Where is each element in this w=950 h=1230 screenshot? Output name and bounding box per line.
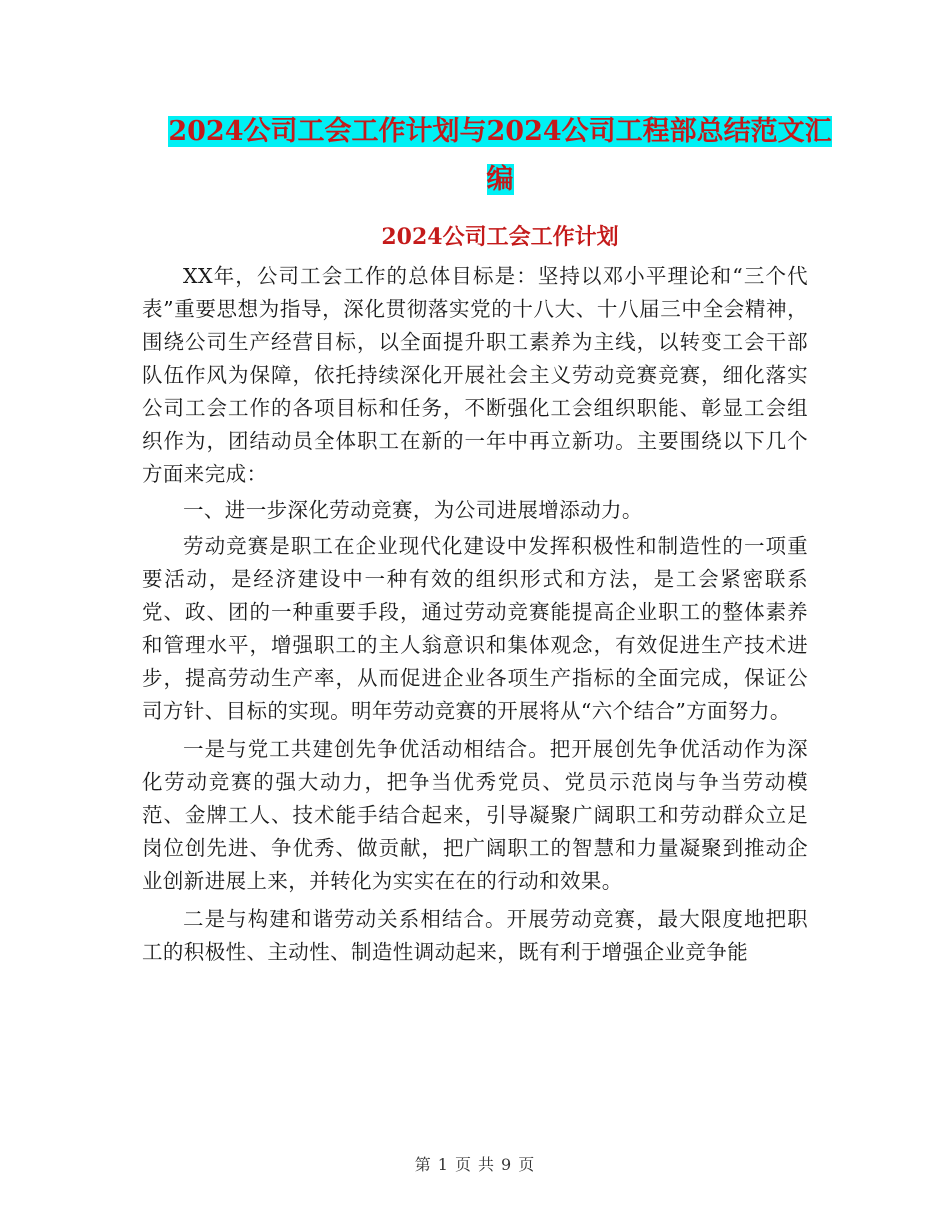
paragraph-point-1: 一是与党工共建创先争优活动相结合。把开展创先争优活动作为深化劳动竞赛的强大动力，把争当优秀党员、党员示范岗与争当劳动模范、金牌工人、技术能手结合起来，引导凝聚广阔职工和劳动群众立足岗位创先进、争优秀、做贡献，把广阔职工的智慧和力量凝聚到推动企业创新进展上来，并转化为实实在在的行动和效果。 (142, 737, 808, 893)
footer-total-pages: 9 (501, 1155, 513, 1174)
footer-page-number: 1 (437, 1155, 449, 1174)
page-footer (0, 1152, 950, 1175)
paragraph-heading-1: 一、进一步深化劳动竞赛，为公司进展增添动力。 (183, 498, 643, 522)
title-line-2: 编 (486, 164, 514, 195)
title-line-1: 2024公司工会工作计划与2024公司工程部总结范文汇 (168, 116, 832, 147)
paragraph-point-2: 二是与构建和谐劳动关系相结合。开展劳动竞赛，最大限度地把职工的积极性、主动性、制造性调动起来，既有利于增强企业竞争能 (142, 907, 808, 964)
section-title: 2024公司工会工作计划 (381, 224, 619, 250)
document-title (140, 108, 860, 204)
paragraph-competition: 劳动竞赛是职工在企业现代化建设中发挥积极性和制造性的一项重要活动，是经济建设中一种有效的组织形式和方法，是工会紧密联系党、政、团的一种重要手段，通过劳动竞赛能提高企业职工的整体素养和管理水平，增强职工的主人翁意识和集体观念，有效促进生产技术进步，提高劳动生产率，从而促进企业各项生产指标的全面完成，保证公司方针、目标的实现。明年劳动竞赛的开展将从“六个结合”方面努力。 (142, 534, 808, 723)
document-body (142, 260, 808, 969)
footer-prefix: 第 (414, 1155, 432, 1174)
paragraph-intro: XX年，公司工会工作的总体目标是：坚持以邓小平理论和“三个代表”重要思想为指导，深化贯彻落实党的十八大、十八届三中全会精神，围绕公司生产经营目标，以全面提升职工素养为主线，以转变工会干部队伍作风为保障，依托持续深化开展社会主义劳动竞赛竞赛，细化落实公司工会工作的各项目标和任务，不断强化工会组织职能、彰显工会组织作为，团结动员全体职工在新的一年中再立新功。主要围绕以下几个方面来完成： (142, 264, 808, 486)
footer-suffix: 页 (518, 1155, 536, 1174)
footer-middle: 页 共 (454, 1155, 496, 1174)
